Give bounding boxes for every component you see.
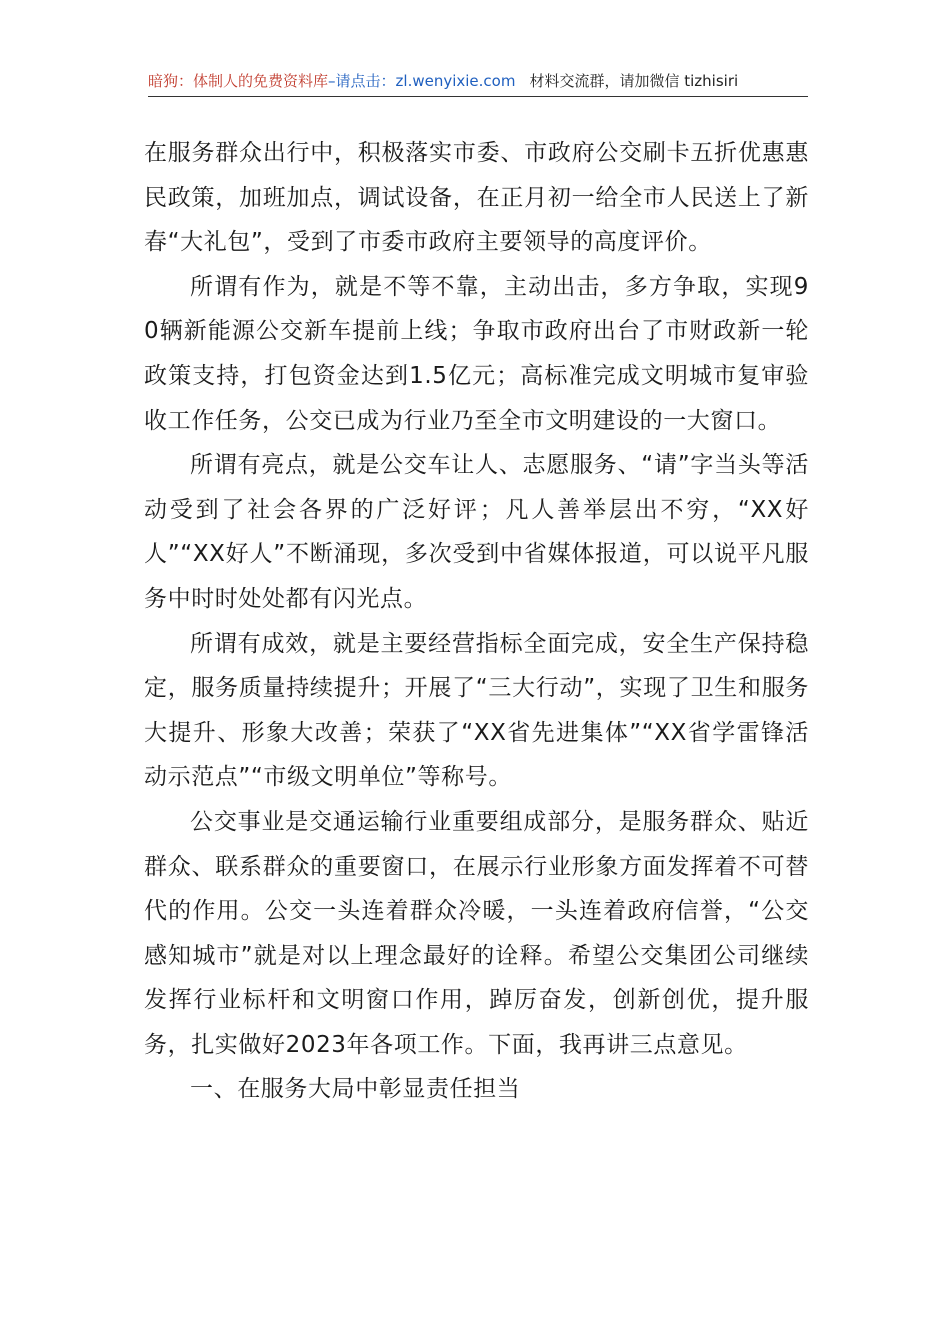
header-brand: 暗狗：体制人的免费资料库	[148, 72, 329, 90]
header-contact: 材料交流群，请加微信 tizhisiri	[529, 72, 739, 90]
page-header	[148, 68, 808, 97]
paragraph-5: 公交事业是交通运输行业重要组成部分，是服务群众、贴近群众、联系群众的重要窗口，在展示行业形象方面发挥着不可替代的作用。公交一头连着群众冷暖，一头连着政府信誉，“公交感知城市”就是对以上理念最好的诠释。希望公交集团公司继续发挥行业标杆和文明窗口作用，踔厉奋发，创新创优，提升服务，扎实做好2023年各项工作。下面，我再讲三点意见。	[144, 808, 809, 1058]
paragraph-2: 所谓有作为，就是不等不靠，主动出击，多方争取，实现90辆新能源公交新车提前上线；争取市政府出台了市财政新一轮政策支持，打包资金达到1.5亿元；高标准完成文明城市复审验收工作任务，公交已成为行业乃至全市文明建设的一大窗口。	[144, 273, 809, 434]
paragraph-3: 所谓有亮点，就是公交车让人、志愿服务、“请”字当头等活动受到了社会各界的广泛好评；凡人善举层出不穷，“XX好人”“XX好人”不断涌现，多次受到中省媒体报道，可以说平凡服务中时时处处都有闪光点。	[144, 452, 809, 612]
header-link-url[interactable]: zl.wenyixie.com	[395, 72, 516, 90]
document-body	[144, 131, 809, 1112]
paragraph-1: 在服务群众出行中，积极落实市委、市政府公交刷卡五折优惠惠民政策，加班加点，调试设备，在正月初一给全市人民送上了新春“大礼包”，受到了市委市政府主要领导的高度评价。	[144, 140, 809, 256]
paragraph-4: 所谓有成效，就是主要经营指标全面完成，安全生产保持稳定，服务质量持续提升；开展了“三大行动”，实现了卫生和服务大提升、形象大改善；荣获了“XX省先进集体”“XX省学雷锋活动示范点”“市级文明单位”等称号。	[144, 630, 809, 791]
section-heading: 一、在服务大局中彰显责任担当	[190, 1076, 521, 1103]
header-link-prefix: –请点击：	[328, 72, 396, 90]
